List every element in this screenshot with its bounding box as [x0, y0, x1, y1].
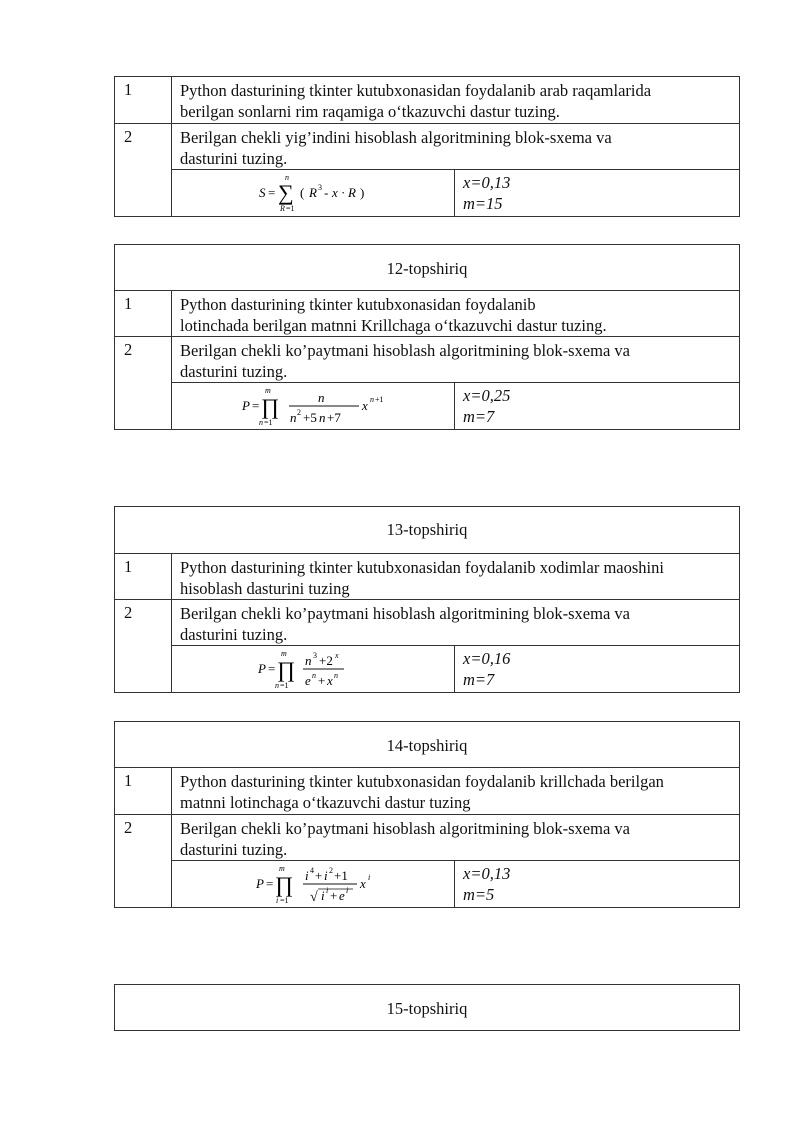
task-row-2 [115, 600, 739, 692]
task-text: Berilgan chekli ko’paytmani hisoblash algoritmining blok-sxema va dasturini tuzing. [180, 341, 630, 381]
svg-text:+: + [318, 673, 326, 688]
svg-text:(: ( [300, 185, 305, 200]
task-text: Berilgan chekli yig’indini hisoblash algoritmining blok-sxema va dasturini tuzing. [180, 128, 612, 168]
svg-text:=: = [252, 398, 260, 413]
svg-text:): ) [360, 185, 365, 200]
svg-text:n: n [318, 390, 325, 405]
svg-text:=: = [268, 185, 276, 200]
task-row-2 [115, 124, 739, 216]
svg-text:+2: +2 [319, 653, 333, 668]
task-text: Berilgan chekli ko’paytmani hisoblash algoritmining blok-sxema va dasturini tuzing. [180, 604, 630, 644]
svg-text:i: i [346, 886, 349, 895]
svg-text:n: n [285, 173, 289, 182]
task-row-2 [115, 337, 739, 429]
task-number: 2 [115, 815, 172, 907]
svg-text:i: i [326, 886, 329, 895]
task-params: x=0,13 m=5 [463, 864, 511, 904]
formula-product [172, 861, 455, 907]
formula-product [172, 646, 455, 692]
svg-text:R: R [348, 185, 356, 200]
svg-text:S: S [259, 185, 266, 200]
svg-text:=1: =1 [280, 896, 289, 905]
svg-text:n: n [312, 671, 316, 680]
block-title: 14-topshiriq [115, 722, 739, 768]
svg-text:2: 2 [329, 866, 333, 875]
task-text: Python dasturining tkinter kutubxonasidan foydalanib arab raqamlarida berilgan sonlarni rim raqamiga o‘tkazuvchi dastur tuzing. [180, 81, 652, 121]
svg-text:m: m [265, 386, 271, 395]
svg-text:P: P [256, 876, 264, 891]
task-text: Berilgan chekli ko’paytmani hisoblash algoritmining blok-sxema va dasturini tuzing. [180, 819, 630, 859]
svg-text:e: e [305, 673, 311, 688]
task-number: 1 [115, 77, 172, 123]
svg-text:·: · [341, 185, 346, 200]
svg-text:x: x [360, 876, 366, 891]
svg-text:i: i [276, 896, 279, 905]
svg-text:i: i [324, 868, 328, 883]
task-block-13 [114, 506, 740, 693]
svg-text:2: 2 [297, 408, 301, 417]
task-block-11 [114, 76, 740, 217]
svg-text:i: i [321, 888, 325, 903]
task-text: Python dasturining tkinter kutubxonasidan foydalanib lotinchada berilgan matnni Krillchaga o‘tkazuvchi dastur tuzing. [180, 295, 607, 335]
block-title: 12-topshiriq [115, 245, 739, 291]
svg-text:-: - [324, 185, 329, 200]
svg-text:x: x [332, 185, 338, 200]
svg-text:m: m [279, 864, 285, 873]
formula-product [172, 383, 455, 429]
svg-text:=: = [268, 661, 276, 676]
svg-text:n: n [370, 395, 374, 404]
svg-text:+5: +5 [303, 410, 317, 425]
task-row-2 [115, 815, 739, 907]
svg-text:P: P [258, 661, 266, 676]
svg-text:√: √ [310, 890, 318, 905]
task-row-1 [115, 554, 739, 600]
svg-text:x: x [327, 673, 333, 688]
svg-text:n: n [319, 410, 326, 425]
svg-text:n: n [259, 418, 263, 427]
task-row-1 [115, 77, 739, 124]
svg-text:∏: ∏ [275, 872, 294, 897]
svg-text:4: 4 [310, 866, 314, 875]
task-params: x=0,16 m=7 [463, 649, 511, 689]
task-number: 1 [115, 554, 172, 599]
svg-text:∏: ∏ [277, 657, 296, 682]
task-number: 1 [115, 291, 172, 336]
task-block-12 [114, 244, 740, 430]
task-params: x=0,13 m=15 [463, 173, 511, 213]
svg-text:+: + [330, 888, 338, 903]
task-block-14 [114, 721, 740, 908]
svg-text:∑: ∑ [278, 180, 294, 205]
task-text: Python dasturining tkinter kutubxonasidan foydalanib krillchada berilgan matnni lotinchaga o‘tkazuvchi dastur tuzing [180, 772, 664, 812]
svg-text:n: n [275, 681, 279, 690]
svg-text:i: i [305, 868, 309, 883]
svg-text:n: n [290, 410, 297, 425]
svg-text:=1: =1 [286, 204, 295, 213]
task-params: x=0,25 m=7 [463, 386, 511, 426]
block-title: 15-topshiriq [386, 999, 468, 1018]
task-block-15 [114, 984, 740, 1031]
svg-text:=1: =1 [280, 681, 289, 690]
svg-text:3: 3 [313, 651, 317, 660]
svg-text:+1: +1 [375, 395, 384, 404]
block-title: 13-topshiriq [115, 507, 739, 554]
svg-text:x: x [335, 651, 339, 660]
task-row-1 [115, 291, 739, 337]
svg-text:i: i [368, 873, 371, 882]
svg-text:x: x [362, 398, 368, 413]
task-number: 2 [115, 600, 172, 692]
task-row-1 [115, 768, 739, 815]
svg-text:=: = [266, 876, 274, 891]
svg-text:n: n [334, 671, 338, 680]
formula-sum [172, 170, 455, 216]
svg-text:e: e [339, 888, 345, 903]
svg-text:m: m [281, 649, 287, 658]
task-number: 2 [115, 337, 172, 429]
svg-text:R: R [309, 185, 317, 200]
svg-text:P: P [242, 398, 250, 413]
svg-text:∏: ∏ [261, 394, 280, 419]
task-text: Python dasturining tkinter kutubxonasidan foydalanib xodimlar maoshini hisoblash dasturini tuzing [180, 558, 664, 598]
svg-text:+1: +1 [334, 868, 348, 883]
svg-text:R: R [280, 204, 285, 213]
task-number: 2 [115, 124, 172, 216]
task-number: 1 [115, 768, 172, 814]
svg-text:+7: +7 [327, 410, 341, 425]
svg-text:=1: =1 [264, 418, 273, 427]
svg-text:3: 3 [318, 183, 322, 192]
svg-text:+: + [315, 868, 323, 883]
svg-text:n: n [305, 653, 312, 668]
